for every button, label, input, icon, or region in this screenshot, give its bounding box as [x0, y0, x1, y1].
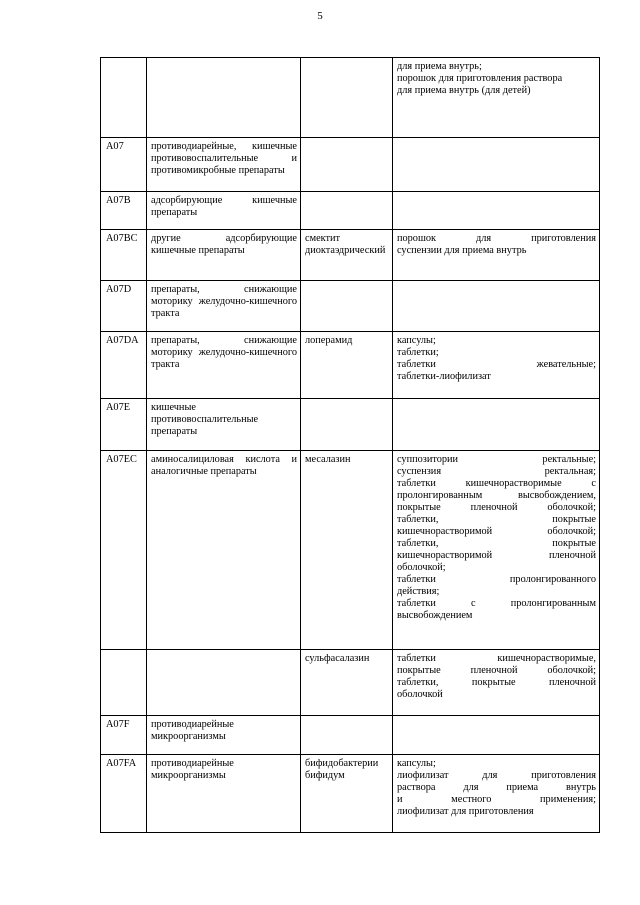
substance-cell: [301, 58, 393, 138]
page-number: 5: [317, 10, 323, 22]
dosage-form-line: высвобождением: [397, 610, 473, 621]
group-name-cell: адсорбирующие кишечные препараты: [147, 192, 301, 230]
dosage-forms-cell: [393, 58, 600, 138]
dosage-form-line: таблетки-лиофилизат: [397, 371, 491, 382]
dosage-form-line: действия;: [397, 586, 440, 597]
dosage-form-line: капсулы;: [397, 335, 436, 346]
table-row: [101, 230, 600, 281]
dosage-form-line: оболочкой: [397, 689, 443, 700]
dosage-forms-cell: [393, 399, 600, 451]
dosage-form-line: для приема внутрь (для детей): [397, 85, 531, 96]
group-name-cell: аминосалициловая кислота и аналогичные препараты: [147, 451, 301, 650]
table-row: [101, 399, 600, 451]
atc-code-cell: [101, 650, 147, 716]
dosage-form-line: порошок для приготовления раствора: [397, 73, 563, 84]
group-name-cell: противодиарейные микроорганизмы: [147, 716, 301, 755]
dosage-form-line: и местного применения;: [397, 794, 596, 805]
group-name-cell: препараты, снижающие моторику желудочно-кишечного тракта: [147, 281, 301, 332]
dosage-form-line: суспензия ректальная;: [397, 466, 596, 477]
substance-cell: [301, 192, 393, 230]
table-row: [101, 755, 600, 833]
atc-code-cell: A07B: [101, 192, 147, 230]
table-row: [101, 650, 600, 716]
atc-code-cell: A07FA: [101, 755, 147, 833]
dosage-form-line: раствора для приема внутрь: [397, 782, 596, 793]
dosage-form-line: кишечнорастворимой пленочной: [397, 550, 596, 561]
dosage-form-line: таблетки, покрытые: [397, 538, 596, 549]
dosage-form-line: таблетки кишечнорастворимые с: [397, 478, 596, 489]
dosage-forms-cell: [393, 755, 600, 833]
atc-code-cell: A07DA: [101, 332, 147, 399]
atc-code-cell: A07F: [101, 716, 147, 755]
dosage-forms-cell: [393, 650, 600, 716]
dosage-form-line: для приема внутрь;: [397, 61, 482, 72]
dosage-form-line: таблетки пролонгированного: [397, 574, 596, 585]
atc-code-cell: A07D: [101, 281, 147, 332]
dosage-form-line: таблетки жевательные;: [397, 359, 596, 370]
dosage-form-line: лиофилизат для приготовления: [397, 806, 534, 817]
substance-cell: месалазин: [301, 451, 393, 650]
substance-cell: сульфасалазин: [301, 650, 393, 716]
dosage-forms-cell: [393, 281, 600, 332]
atc-code-cell: A07E: [101, 399, 147, 451]
table-row: [101, 192, 600, 230]
dosage-forms-cell: [393, 451, 600, 650]
dosage-form-line: таблетки;: [397, 347, 439, 358]
dosage-form-line: лиофилизат для приготовления: [397, 770, 596, 781]
dosage-form-line: таблетки, покрытые пленочной: [397, 677, 596, 688]
table-row: [101, 716, 600, 755]
substance-cell: [301, 716, 393, 755]
dosage-forms-cell: [393, 332, 600, 399]
table-row: [101, 332, 600, 399]
dosage-forms-cell: [393, 192, 600, 230]
substance-cell: [301, 281, 393, 332]
atc-code-cell: A07: [101, 138, 147, 192]
group-name-cell: препараты, снижающие моторику желудочно-кишечного тракта: [147, 332, 301, 399]
dosage-forms-cell: [393, 138, 600, 192]
substance-cell: [301, 399, 393, 451]
atc-code-cell: A07EC: [101, 451, 147, 650]
dosage-form-line: покрытые пленочной оболочкой;: [397, 502, 596, 513]
dosage-form-line: пролонгированным высвобождением,: [397, 490, 596, 501]
group-name-cell: противодиарейные микроорганизмы: [147, 755, 301, 833]
group-name-cell: другие адсорбирующие кишечные препараты: [147, 230, 301, 281]
dosage-form-line: таблетки с пролонгированным: [397, 598, 596, 609]
dosage-form-line: оболочкой;: [397, 562, 446, 573]
group-name-cell: [147, 58, 301, 138]
dosage-form-line: таблетки, покрытые: [397, 514, 596, 525]
table-row: [101, 451, 600, 650]
dosage-form-line: кишечнорастворимой оболочкой;: [397, 526, 596, 537]
dosage-form-line: порошок для приготовления: [397, 233, 596, 244]
group-name-cell: [147, 650, 301, 716]
substance-cell: бифидобактерии бифидум: [301, 755, 393, 833]
table-row: [101, 138, 600, 192]
dosage-form-line: капсулы;: [397, 758, 436, 769]
dosage-forms-cell: [393, 716, 600, 755]
group-name-cell: противодиарейные, кишечные противовоспалительные и противомикробные препараты: [147, 138, 301, 192]
atc-code-cell: [101, 58, 147, 138]
atc-code-cell: A07BC: [101, 230, 147, 281]
substance-cell: [301, 138, 393, 192]
dosage-form-line: таблетки кишечнорастворимые,: [397, 653, 596, 664]
dosage-form-line: суппозитории ректальные;: [397, 454, 596, 465]
table-body: [101, 58, 600, 833]
dosage-form-line: покрытые пленочной оболочкой;: [397, 665, 596, 676]
table-row: [101, 281, 600, 332]
substance-cell: смектит диоктаэдрический: [301, 230, 393, 281]
drug-table: [100, 57, 600, 833]
dosage-forms-cell: [393, 230, 600, 281]
substance-cell: лоперамид: [301, 332, 393, 399]
table-row: [101, 58, 600, 138]
group-name-cell: кишечные противовоспалительные препараты: [147, 399, 301, 451]
dosage-form-line: суспензии для приема внутрь: [397, 245, 527, 256]
